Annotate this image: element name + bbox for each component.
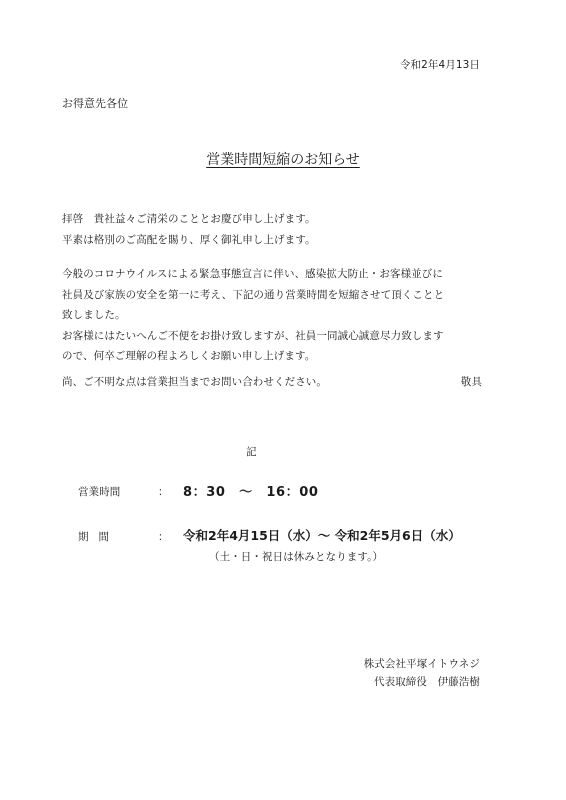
letter-title-text: 営業時間短縮のお知らせ — [206, 152, 360, 168]
letter-date: 令和2年4月13日 — [399, 59, 480, 71]
ki-heading: 記 — [246, 446, 257, 458]
body-line: 社員及び家族の安全を第一に考え、下記の通り営業時間を短縮させて頂くことと — [62, 288, 445, 301]
closing-word: 敬具 — [460, 376, 482, 388]
addressee: お得意先各位 — [62, 97, 128, 110]
body-line: 致しました。 — [62, 309, 126, 321]
body-line: ので、何卒ご理解の程よろしくお願い申し上げます。 — [62, 350, 316, 362]
letter-title — [0, 149, 566, 169]
representative: 代表取締役 伊藤浩樹 — [374, 676, 480, 688]
period-label: 期間 — [78, 531, 119, 543]
greeting-line: 平素は格別のご高配を賜り、厚く御礼申し上げます。 — [62, 233, 316, 246]
period-colon: ： — [158, 531, 169, 543]
greeting-line: 拝啓 貴社益々ご清栄のこととお慶び申し上げます。 — [62, 213, 316, 225]
body-line: 今般のコロナウイルスによる緊急事態宣言に伴い、感染拡大防止・お客様並びに — [62, 268, 443, 280]
greeting-paragraph — [62, 209, 316, 250]
period-value: 令和2年4月15日（水）～ 令和2年5月6日（水） — [183, 528, 461, 543]
body-line: お客様にはたいへんご不便をお掛け致しますが、社員一同誠心誠意尽力致します — [62, 329, 444, 342]
company-name: 株式会社平塚イトウネジ — [363, 658, 480, 670]
closing-text: 尚、ご不明な点は営業担当までお問い合わせください。 — [62, 376, 327, 388]
hours-colon: ： — [158, 486, 169, 498]
body-paragraph — [62, 264, 444, 367]
period-note: （土・日・祝日は休みとなります。） — [209, 551, 384, 563]
hours-value: 8：30 ～ 16：00 — [183, 485, 319, 500]
closing-row — [62, 374, 482, 389]
hours-label: 営業時間 — [78, 486, 121, 498]
